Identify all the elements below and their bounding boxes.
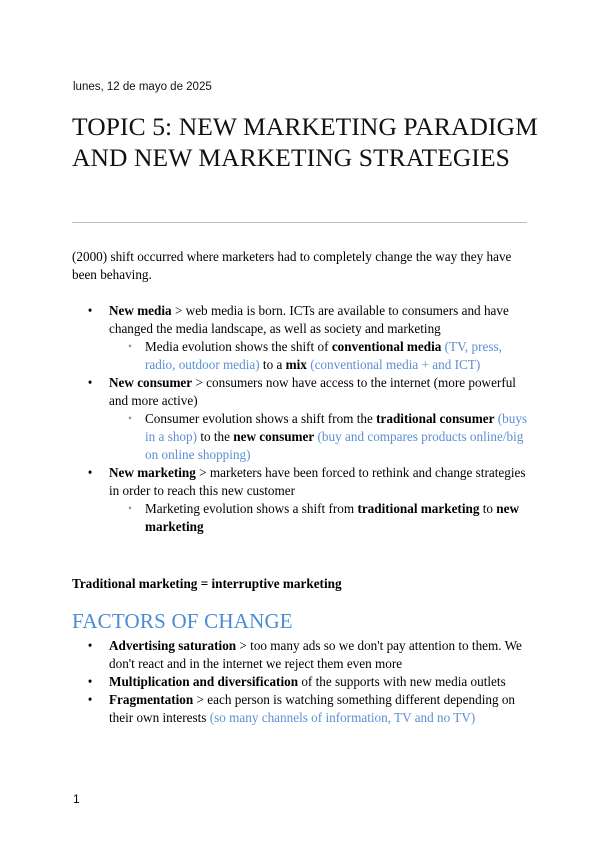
traditional-marketing-line: Traditional marketing = interruptive marketing	[72, 576, 342, 591]
list-item-new-marketing	[72, 464, 532, 536]
page-number: 1	[73, 792, 80, 806]
sub-text: Marketing evolution shows a shift from	[145, 501, 358, 516]
item-text: > web media is born. ICTs are available to consumers and have changed the media landscape, as well as society and marketing	[109, 303, 509, 336]
main-bullet-list	[72, 302, 532, 536]
sub-item-marketing-evolution	[109, 500, 532, 536]
document-date: lunes, 12 de mayo de 2025	[73, 81, 212, 93]
factor-text: of the supports with new media outlets	[298, 674, 506, 689]
item-text: > marketers have been forced to rethink and change strategies in order to reach this new customer	[109, 465, 526, 498]
sub-bold: conventional media	[331, 339, 442, 354]
bullet-icon: •	[87, 692, 93, 707]
bullet-icon: •	[87, 638, 93, 653]
term-new-media: New media	[109, 303, 172, 318]
factor-note: (so many channels of information, TV and no TV)	[206, 710, 476, 725]
term-new-consumer: New consumer	[109, 375, 193, 390]
sub-item-consumer-evolution	[109, 410, 532, 464]
list-item-new-consumer	[72, 374, 532, 464]
factor-term: Multiplication and diversification	[109, 674, 299, 689]
factors-heading: FACTORS OF CHANGE	[72, 609, 293, 633]
sub-bullet-icon: ◦	[128, 341, 132, 352]
intro-paragraph: (2000) shift occurred where marketers had to completely change the way they have been behaving.	[72, 249, 512, 282]
sub-note: (TV, press, radio, outdoor media)	[145, 339, 502, 372]
factor-term: Fragmentation	[109, 692, 194, 707]
factor-item-fragmentation	[72, 691, 532, 727]
factor-item-saturation	[72, 637, 532, 673]
factor-term: Advertising saturation	[109, 638, 237, 653]
sub-bold: new marketing	[145, 501, 519, 534]
factor-text: > too many ads so we don't pay attention to them. We don't react and in the internet we reject them even more	[109, 638, 522, 671]
factors-list	[72, 637, 532, 727]
sub-text: to the	[197, 429, 234, 444]
sub-note: (conventional media + and ICT)	[306, 357, 481, 372]
sub-bullet-icon: ◦	[128, 503, 132, 514]
factor-item-multiplication	[72, 673, 532, 691]
bullet-icon: •	[87, 375, 93, 390]
sub-bold: mix	[285, 357, 307, 372]
title-divider	[72, 222, 527, 223]
sub-note: (buys in a shop)	[145, 411, 528, 444]
item-text: > consumers now have access to the internet (more powerful and more active)	[109, 375, 516, 408]
sub-bullet-icon: ◦	[128, 413, 132, 424]
sub-bold: traditional consumer	[376, 411, 495, 426]
list-item-new-media	[72, 302, 532, 374]
sub-item-media-evolution	[109, 338, 532, 374]
sub-bold: new consumer	[233, 429, 315, 444]
sub-text: Media evolution shows the shift of	[145, 339, 332, 354]
sub-text: Consumer evolution shows a shift from the	[145, 411, 377, 426]
bullet-icon: •	[87, 303, 93, 318]
factor-text: > each person is watching something different depending on their own interests	[109, 692, 516, 725]
sub-text: to	[479, 501, 497, 516]
bullet-icon: •	[87, 465, 93, 480]
bullet-icon: •	[87, 674, 93, 689]
page-title: TOPIC 5: NEW MARKETING PARADIGM AND NEW MARKETING STRATEGIES	[72, 112, 538, 172]
term-new-marketing: New marketing	[109, 465, 196, 480]
sub-note: (buy and compares products online/big on online shopping)	[145, 429, 524, 462]
sub-bold: traditional marketing	[357, 501, 480, 516]
sub-text: to a	[259, 357, 286, 372]
